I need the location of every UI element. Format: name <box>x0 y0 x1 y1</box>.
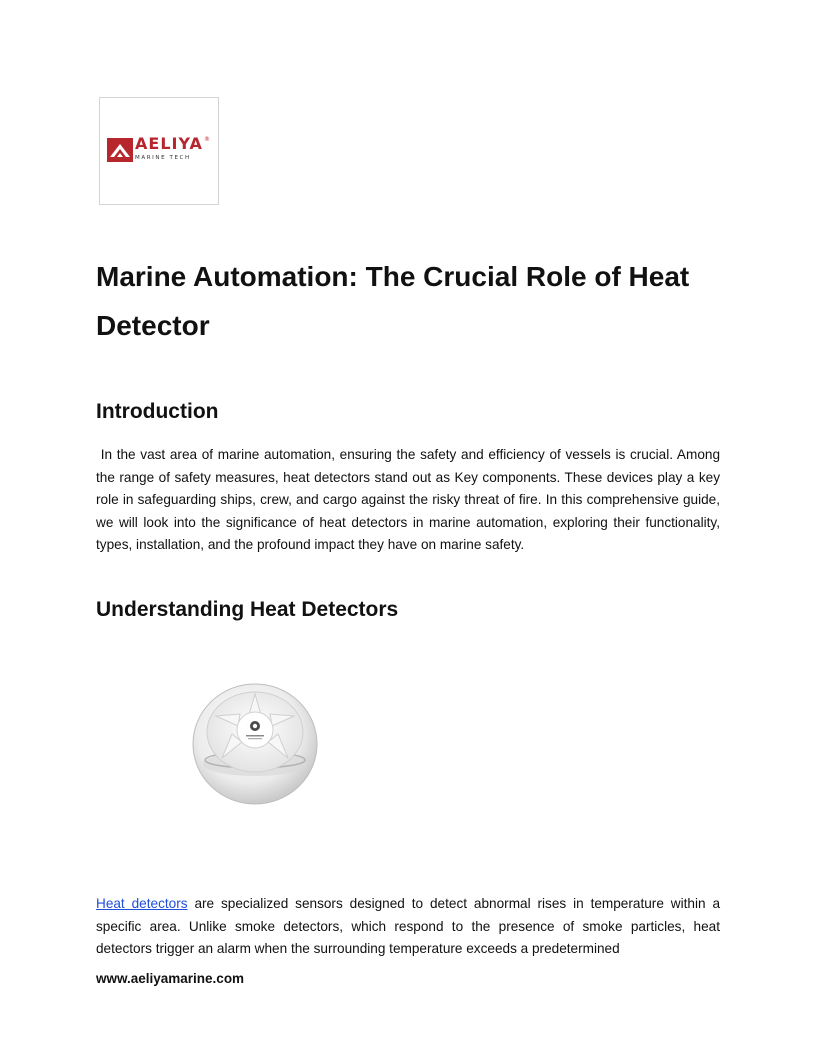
section-heading-introduction: Introduction <box>96 400 219 423</box>
heat-detectors-link[interactable]: Heat detectors <box>96 896 188 911</box>
logo-mountain-icon <box>107 138 133 162</box>
registered-mark: ® <box>204 136 210 143</box>
document-title: Marine Automation: The Crucial Role of Heat Detector <box>96 261 690 341</box>
footer-website-url: www.aeliyamarine.com <box>96 971 245 986</box>
logo-name: AELIYA <box>135 134 203 153</box>
introduction-paragraph <box>96 444 720 557</box>
understanding-paragraph <box>96 893 720 961</box>
heat-detector-image <box>190 680 320 806</box>
introduction-text: In the vast area of marine automation, ensuring the safety and efficiency of vessels is crucial. Among the range of safety measures, heat detectors stand out as Key components. These devices play a key role in safeguarding ships, crew, and cargo against the risky threat of fire. In this comprehensive guide, we will look into the significance of heat detectors in marine automation, exploring their functionality, types, installation, and the profound impact they have on marine safety. <box>96 447 721 553</box>
logo-tagline: MARINE TECH <box>135 155 191 161</box>
section-heading-understanding: Understanding Heat Detectors <box>96 598 399 621</box>
understanding-text: are specialized sensors designed to detect abnormal rises in temperature within a specific area. Unlike smoke detectors, which respond to the presence of smoke particles, heat detectors trigger an alarm when the surrounding temperature exceeds a predetermined <box>96 896 721 957</box>
company-logo <box>99 97 219 205</box>
